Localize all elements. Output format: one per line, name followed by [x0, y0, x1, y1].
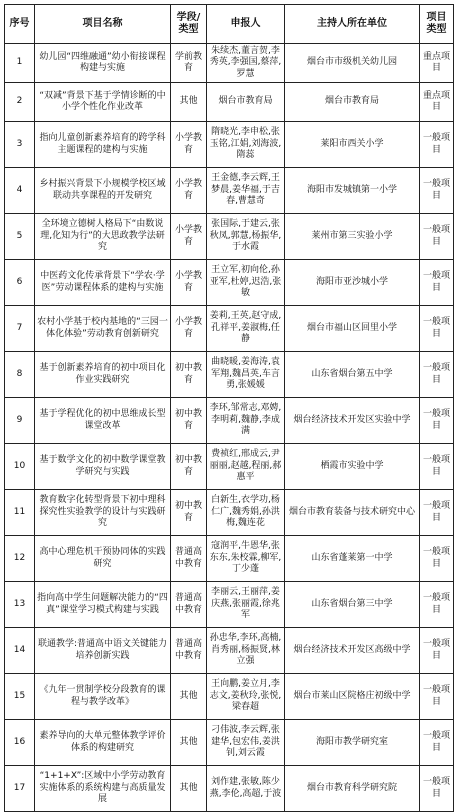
cell-stage: 小学教育: [171, 214, 207, 260]
cell-unit: 山东省烟台第五中学: [285, 352, 420, 398]
cell-applicant: 李丽云,王丽萍,姜庆燕,张丽霞,徐兆军: [207, 582, 285, 628]
table-row: [5, 352, 454, 398]
cell-unit: 山东省烟台第三中学: [285, 582, 420, 628]
table-row: [5, 628, 454, 674]
cell-unit: 烟台市福山区回里小学: [285, 306, 420, 352]
cell-no: 1: [5, 44, 35, 83]
cell-project-type: 一般项目: [420, 306, 454, 352]
cell-no: 8: [5, 352, 35, 398]
cell-project-type: 一般项目: [420, 720, 454, 766]
cell-applicant: 孙忠华,李环,高楠,肖秀丽,杨振贤,林立强: [207, 628, 285, 674]
cell-stage: 其他: [171, 766, 207, 812]
cell-project-name: 高中心理危机干预协同体的实践研究: [35, 536, 171, 582]
cell-applicant: 刘作建,张敏,陈少燕,李伦,高超,于波: [207, 766, 285, 812]
cell-applicant: 姜莉,王英,赵守成,孔祥平,姜淑梅,任静: [207, 306, 285, 352]
cell-project-type: 一般项目: [420, 582, 454, 628]
cell-project-type: 一般项目: [420, 352, 454, 398]
cell-project-name: 联通教学:普通高中语文关键能力培养创新实践: [35, 628, 171, 674]
cell-no: 3: [5, 122, 35, 168]
table-row: [5, 536, 454, 582]
cell-no: 12: [5, 536, 35, 582]
header-unit: 主持人所在单位: [285, 5, 420, 44]
cell-stage: 学前教育: [171, 44, 207, 83]
cell-project-name: 农村小学基于校内基地的“三园一体化体验”劳动教育创新研究: [35, 306, 171, 352]
cell-project-type: 重点项目: [420, 83, 454, 122]
cell-unit: 海阳市教学研究室: [285, 720, 420, 766]
cell-no: 7: [5, 306, 35, 352]
table-row: [5, 44, 454, 83]
cell-project-type: 一般项目: [420, 168, 454, 214]
cell-applicant: 王金德,李云辉,王梦晨,姜华福,于吉春,曹慧奇: [207, 168, 285, 214]
cell-applicant: 张国际,于建云,张秋凤,郭慧,杨振华,于水霞: [207, 214, 285, 260]
cell-applicant: 王向鹏,姜立月,李志文,姜秋玲,张悦,梁春超: [207, 674, 285, 720]
table-row: [5, 83, 454, 122]
cell-project-type: 一般项目: [420, 490, 454, 536]
cell-stage: 普通高中教育: [171, 582, 207, 628]
cell-project-name: 指向高中学生问题解决能力的“四真”课堂学习模式构建与实践: [35, 582, 171, 628]
cell-no: 13: [5, 582, 35, 628]
cell-no: 6: [5, 260, 35, 306]
cell-applicant: 烟台市教育局: [207, 83, 285, 122]
cell-stage: 普通高中教育: [171, 536, 207, 582]
cell-no: 5: [5, 214, 35, 260]
table-row: [5, 674, 454, 720]
cell-project-name: “双减”背景下基于学情诊断的中小学个性化作业改革: [35, 83, 171, 122]
header-project-type: 项目类型: [420, 5, 454, 44]
cell-project-name: 教育数字化转型背景下初中理科探究性实验教学的设计与实践研究: [35, 490, 171, 536]
project-table: [4, 4, 454, 812]
cell-project-type: 一般项目: [420, 766, 454, 812]
header-project-name: 项目名称: [35, 5, 171, 44]
table-body: [5, 44, 454, 812]
cell-applicant: 隋晓光,李申松,张玉铭,江娟,刘海波,隋蕊: [207, 122, 285, 168]
cell-project-name: 素养导向的大单元整体教学评价体系的构建研究: [35, 720, 171, 766]
table-row: [5, 444, 454, 490]
cell-no: 14: [5, 628, 35, 674]
cell-no: 16: [5, 720, 35, 766]
cell-unit: 海阳市发城镇第一小学: [285, 168, 420, 214]
cell-unit: 烟台市教育局: [285, 83, 420, 122]
cell-stage: 初中教育: [171, 444, 207, 490]
cell-project-name: 中医药文化传承背景下“学农·学医”劳动课程体系的建构与实施: [35, 260, 171, 306]
cell-project-name: “1+1+X”:区域中小学劳动教育实施体系的系统构建与高质量发展: [35, 766, 171, 812]
cell-project-type: 一般项目: [420, 214, 454, 260]
cell-project-type: 一般项目: [420, 398, 454, 444]
table-row: [5, 720, 454, 766]
table-row: [5, 260, 454, 306]
cell-stage: 小学教育: [171, 122, 207, 168]
table-row: [5, 582, 454, 628]
cell-project-type: 一般项目: [420, 628, 454, 674]
header-stage: 学段/类型: [171, 5, 207, 44]
cell-applicant: 白新生,衣学功,杨仁广,魏秀娟,孙洪梅,魏连花: [207, 490, 285, 536]
cell-stage: 初中教育: [171, 398, 207, 444]
cell-unit: 烟台市莱山区院格庄初级中学: [285, 674, 420, 720]
cell-project-name: 幼儿园“四维融通”幼小衔接课程构建与实施: [35, 44, 171, 83]
cell-unit: 烟台市教育科学研究院: [285, 766, 420, 812]
cell-stage: 初中教育: [171, 352, 207, 398]
cell-project-name: 指向儿童创新素养培育的跨学科主题课程的建构与实施: [35, 122, 171, 168]
cell-no: 10: [5, 444, 35, 490]
cell-no: 17: [5, 766, 35, 812]
cell-stage: 小学教育: [171, 168, 207, 214]
table-row: [5, 490, 454, 536]
cell-no: 9: [5, 398, 35, 444]
header-no: 序号: [5, 5, 35, 44]
cell-project-name: 《九年一贯制学校分段教育的课程与教学改革》: [35, 674, 171, 720]
cell-stage: 其他: [171, 720, 207, 766]
cell-project-name: 全环境立德树人格局下“由数说理,化知为行”的大思政教学法研究: [35, 214, 171, 260]
cell-project-type: 一般项目: [420, 444, 454, 490]
cell-applicant: 朱续杰,董言贺,李秀英,李强国,蔡萍,罗慧: [207, 44, 285, 83]
cell-no: 11: [5, 490, 35, 536]
cell-project-type: 一般项目: [420, 536, 454, 582]
cell-applicant: 曲晓暖,姜海涛,袁军翔,魏昌英,车言勇,张媛媛: [207, 352, 285, 398]
cell-applicant: 王立军,初向伦,孙亚军,杜婷,迟浩,张敏: [207, 260, 285, 306]
cell-applicant: 寇润平,牛恩华,张东东,朱校霖,柳军,丁少蓬: [207, 536, 285, 582]
cell-unit: 栖霞市实验中学: [285, 444, 420, 490]
cell-project-name: 基于数学文化的初中数学课堂教学研究与实践: [35, 444, 171, 490]
cell-project-name: 基于创新素养培育的初中项目化作业实践研究: [35, 352, 171, 398]
cell-unit: 烟台市教育装备与技术研究中心: [285, 490, 420, 536]
cell-no: 4: [5, 168, 35, 214]
cell-applicant: 李环,邹常志,邓娉,李明莉,魏静,李成满: [207, 398, 285, 444]
cell-unit: 烟台市市级机关幼儿园: [285, 44, 420, 83]
cell-project-type: 一般项目: [420, 122, 454, 168]
table-row: [5, 398, 454, 444]
cell-stage: 其他: [171, 83, 207, 122]
cell-project-type: 重点项目: [420, 44, 454, 83]
table-header-row: [5, 5, 454, 44]
table-row: [5, 766, 454, 812]
table-row: [5, 214, 454, 260]
cell-project-name: 基于学程优化的初中思维成长型课堂改革: [35, 398, 171, 444]
table-row: [5, 306, 454, 352]
cell-stage: 小学教育: [171, 306, 207, 352]
cell-stage: 初中教育: [171, 490, 207, 536]
cell-project-name: 乡村振兴背景下小规模学校区域联动共享课程的开发研究: [35, 168, 171, 214]
cell-unit: 海阳市亚沙城小学: [285, 260, 420, 306]
cell-unit: 莱州市第三实验小学: [285, 214, 420, 260]
cell-unit: 莱阳市西关小学: [285, 122, 420, 168]
cell-applicant: 费祯红,邢成云,尹丽丽,赵越,程丽,郝惠平: [207, 444, 285, 490]
header-applicant: 申报人: [207, 5, 285, 44]
cell-no: 2: [5, 83, 35, 122]
cell-no: 15: [5, 674, 35, 720]
cell-unit: 烟台经济技术开发区实验中学: [285, 398, 420, 444]
cell-stage: 其他: [171, 674, 207, 720]
cell-stage: 普通高中教育: [171, 628, 207, 674]
table-row: [5, 122, 454, 168]
cell-unit: 山东省蓬莱第一中学: [285, 536, 420, 582]
cell-stage: 小学教育: [171, 260, 207, 306]
table-row: [5, 168, 454, 214]
cell-unit: 烟台经济技术开发区高级中学: [285, 628, 420, 674]
cell-project-type: 一般项目: [420, 260, 454, 306]
cell-applicant: 刁伟波,李云辉,张建华,包宏伟,姜洪钊,刘云霞: [207, 720, 285, 766]
cell-project-type: 一般项目: [420, 674, 454, 720]
